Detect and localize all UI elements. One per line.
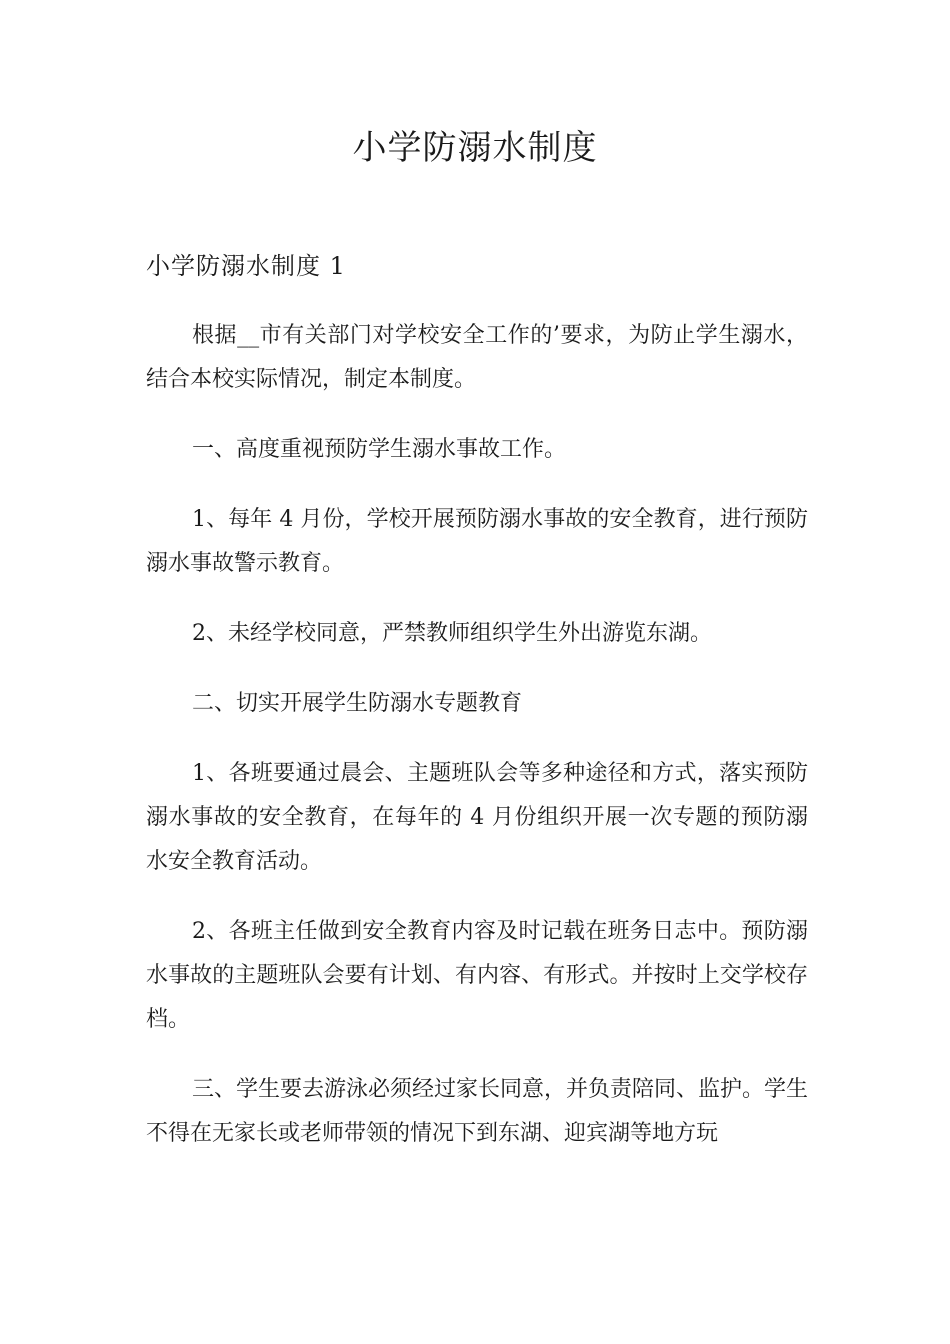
paragraph: 1、各班要通过晨会、主题班队会等多种途径和方式，落实预防溺水事故的安全教育，在每年的 4 月份组织开展一次专题的预防溺水安全教育活动。 — [146, 761, 808, 874]
paragraph: 2、各班主任做到安全教育内容及时记载在班务日志中。预防溺水事故的主题班队会要有计划、有内容、有形式。并按时上交学校存档。 — [146, 919, 808, 1032]
paragraph: 一、高度重视预防学生溺水事故工作。 — [192, 437, 567, 462]
document-body — [146, 314, 808, 1182]
section-heading: 小学防溺水制度 1 — [146, 252, 346, 280]
paragraph: 二、切实开展学生防溺水专题教育 — [192, 691, 523, 716]
paragraph: 1、每年 4 月份，学校开展预防溺水事故的安全教育，进行预防溺水事故警示教育。 — [146, 507, 808, 576]
document-title: 小学防溺水制度 — [352, 128, 598, 168]
paragraph: 根据__市有关部门对学校安全工作的’要求，为防止学生溺水，结合本校实际情况，制定本制度。 — [146, 323, 808, 392]
paragraph: 2、未经学校同意，严禁教师组织学生外出游览东湖。 — [192, 621, 712, 646]
paragraph: 三、学生要去游泳必须经过家长同意，并负责陪同、监护。学生不得在无家长或老师带领的情况下到东湖、迎宾湖等地方玩 — [146, 1077, 809, 1146]
